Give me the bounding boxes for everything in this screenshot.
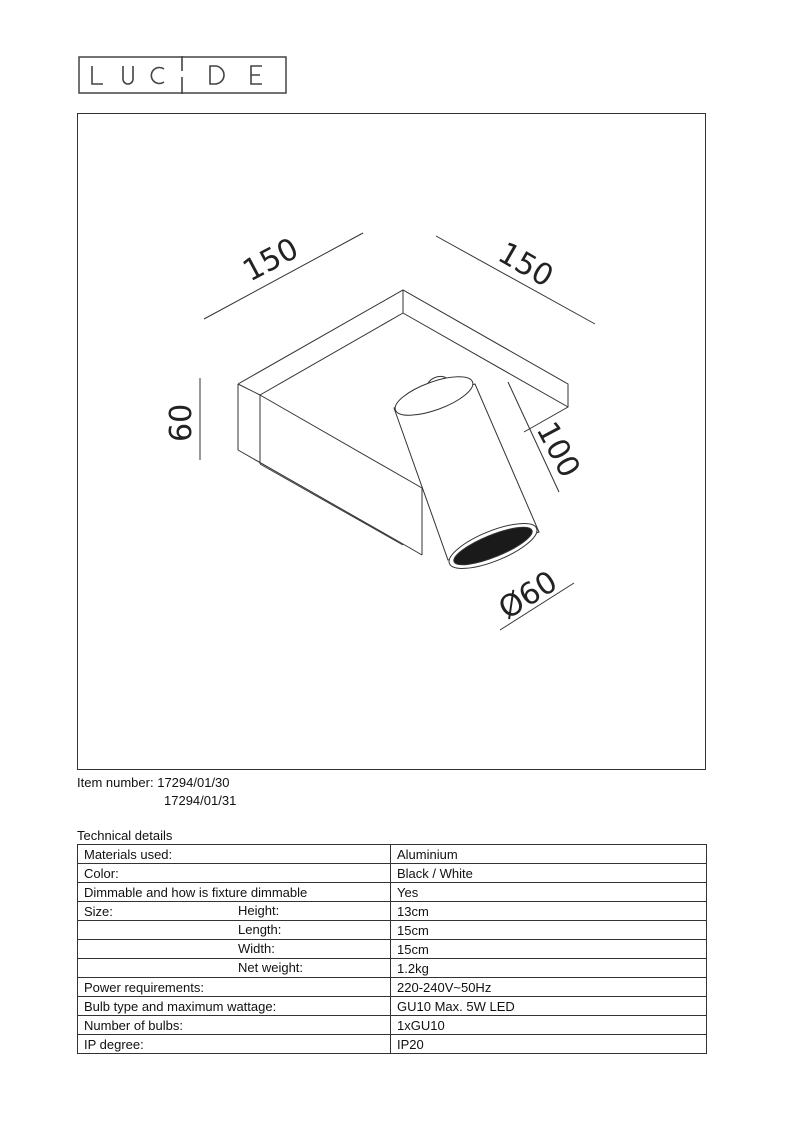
table-row [78,902,707,921]
row-sublabel: Height: [238,903,280,918]
dim-diameter-label: Ø60 [492,564,564,627]
drawing-frame [77,113,706,770]
technical-details-table [77,844,707,1054]
dim-height-label: 60 [164,403,199,442]
brand-logo [78,56,287,94]
row-label: Power requirements: [84,979,204,995]
row-value: 220-240V~50Hz [391,978,707,997]
table-row [78,997,707,1016]
row-value: Yes [391,883,707,902]
item-number-block [77,774,237,808]
row-value: IP20 [391,1035,707,1054]
row-label: IP degree: [84,1036,144,1052]
dim-length-label: 150 [492,235,560,295]
row-label: Number of bulbs: [84,1017,183,1033]
row-sublabel: Net weight: [238,960,304,975]
row-label: Dimmable and how is fixture dimmable [84,884,308,900]
table-row [78,1035,707,1054]
row-label-cell [78,1016,391,1035]
row-label-cell [78,864,391,883]
table-row [78,940,707,959]
item-number-2: 17294/01/31 [164,793,237,808]
row-label-cell [78,1035,391,1054]
row-label-cell [78,883,391,902]
row-label: Materials used: [84,846,173,862]
row-value: 15cm [391,940,707,959]
item-number-label: Item number: [77,775,154,790]
row-value: 13cm [391,902,707,921]
row-value: GU10 Max. 5W LED [391,997,707,1016]
table-row [78,883,707,902]
row-label: Size: [84,903,113,919]
row-label: Color: [84,865,119,881]
row-value: 15cm [391,921,707,940]
row-value: Black / White [391,864,707,883]
table-row [78,959,707,978]
table-row [78,978,707,997]
row-label-cell [78,902,391,921]
technical-drawing [78,114,707,771]
row-sublabel: Width: [238,941,275,956]
row-label-cell [78,997,391,1016]
item-number-1: 17294/01/30 [157,775,230,790]
row-value: 1.2kg [391,959,707,978]
spotlight [391,369,543,578]
row-sublabel: Length: [238,922,282,937]
row-label-cell [78,959,391,978]
row-label-cell [78,940,391,959]
table-row [78,1016,707,1035]
row-value: Aluminium [391,845,707,864]
row-value: 1xGU10 [391,1016,707,1035]
technical-details-title: Technical details [77,828,173,843]
row-label: Bulb type and maximum wattage: [84,998,277,1014]
row-label-cell [78,921,391,940]
row-label-cell [78,845,391,864]
dim-projection-label: 100 [528,416,587,484]
row-label-cell [78,978,391,997]
table-row [78,845,707,864]
dim-width-label: 150 [237,231,305,290]
table-row [78,921,707,940]
table-row [78,864,707,883]
